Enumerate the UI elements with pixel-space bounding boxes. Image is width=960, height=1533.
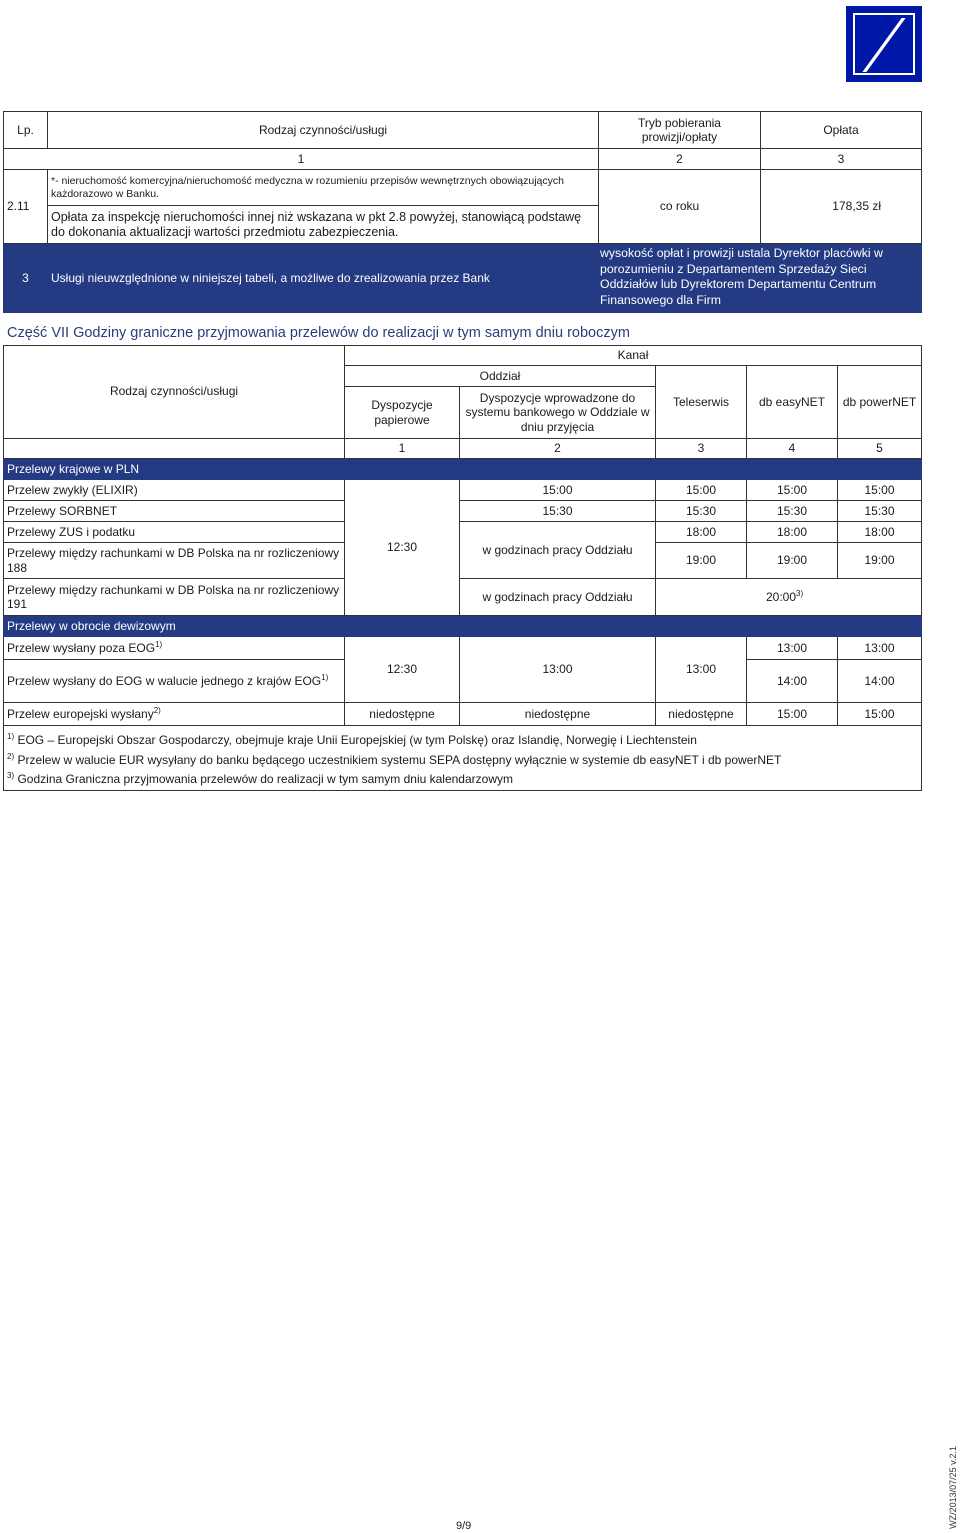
poza-text: Przelew wysłany poza EOG: [7, 641, 156, 656]
r191-branch: w godzinach pracy Oddziału: [460, 579, 656, 616]
poza-c5: 13:00: [838, 637, 922, 660]
r188-c4: 19:00: [747, 543, 838, 579]
eur-c4: 15:00: [747, 703, 838, 726]
tele-fx: 13:00: [656, 637, 747, 703]
footnotes: [4, 726, 922, 791]
r191-time: 20:00: [766, 590, 797, 605]
logo-frame: [853, 13, 915, 75]
elixir-c3: 15:00: [656, 480, 747, 501]
eog-sup: 1): [321, 673, 329, 683]
r188-c5: 19:00: [838, 543, 922, 579]
header-service: Rodzaj czynności/usługi: [4, 346, 345, 439]
sorbnet-c2: 15:30: [460, 501, 656, 522]
header-easynet: db easyNET: [747, 366, 838, 439]
col-number-1: 1: [4, 149, 599, 170]
num-empty: [4, 439, 345, 459]
zus-c4: 18:00: [747, 522, 838, 543]
header-paper: Dyspozycje papierowe: [345, 387, 460, 439]
poza-sup: 1): [155, 640, 163, 650]
eog-c5: 14:00: [838, 660, 922, 703]
branch-hours-pln: w godzinach pracy Oddziału: [460, 522, 656, 579]
section-title: Część VII Godziny graniczne przyjmowania przelewów do realizacji w tym samym dniu roboczym: [7, 325, 630, 341]
row-poza-label: [4, 637, 345, 660]
row-191-label: Przelewy między rachunkami w DB Polska na nr rozliczeniowy 191: [4, 579, 345, 616]
paper-fx: 12:30: [345, 637, 460, 703]
section-fx-fill: [345, 616, 922, 637]
r188-c3: 19:00: [656, 543, 747, 579]
row-3-fee: wysokość opłat i prowizji ustala Dyrektor placówki w porozumieniu z Departamentem Sprzedaży Sieci Oddziałów lub Dyrektorem Departamentu Centrum Finansowego dla Firm: [596, 246, 918, 310]
row-zus-label: Przelewy ZUS i podatku: [4, 522, 345, 543]
elixir-c2: 15:00: [460, 480, 656, 501]
footnote-3-mark: 3): [7, 771, 15, 780]
eur-sup: 2): [153, 706, 161, 716]
eur-text: Przelew europejski wysłany: [7, 707, 154, 722]
header-fee: Opłata: [761, 112, 922, 149]
zus-c5: 18:00: [838, 522, 922, 543]
num-3: 3: [656, 439, 747, 459]
section-pln-fill: [345, 459, 922, 480]
logo-slash: [862, 18, 905, 72]
section-pln: Przelewy krajowe w PLN: [4, 459, 345, 480]
property-note: *- nieruchomość komercyjna/nieruchomość medyczna w rozumieniu przepisów wewnętrznych obowiązujących każdorazowo w Banku.: [48, 170, 599, 206]
row-sorbnet-label: Przelewy SORBNET: [4, 501, 345, 522]
paper-pln: 12:30: [345, 480, 460, 616]
footnote-2-mark: 2): [7, 751, 15, 761]
eur-c5: 15:00: [838, 703, 922, 726]
footnote-3-text: Godzina Graniczna przyjmowania przelewów do realizacji w tym samym dniu kalendarzowym: [17, 772, 513, 786]
header-channel: Kanał: [345, 346, 922, 366]
footnote-1-text: EOG – Europejski Obszar Gospodarczy, obejmuje kraje Unii Europejskiej (w tym Polskę) oraz Islandię, Norwegię i Liechtenstein: [17, 733, 697, 747]
header-service: Rodzaj czynności/usługi: [48, 112, 599, 149]
num-1: 1: [345, 439, 460, 459]
header-branch: Oddział: [345, 366, 656, 387]
header-lp: Lp.: [4, 112, 48, 149]
r191-sup: 3): [796, 589, 804, 599]
header-teleserwis: Teleserwis: [656, 366, 747, 439]
section-fx: Przelewy w obrocie dewizowym: [4, 616, 345, 637]
poza-c4: 13:00: [747, 637, 838, 660]
row-188-label: Przelewy między rachunkami w DB Polska na nr rozliczeniowy 188: [4, 543, 345, 579]
zus-c3: 18:00: [656, 522, 747, 543]
row-eog-label: [4, 660, 345, 703]
cutoff-table: [3, 345, 922, 791]
col-number-3: 3: [761, 149, 922, 170]
document-code: WZ/2013/07/25 v.2.1: [948, 1446, 958, 1529]
eog-c4: 14:00: [747, 660, 838, 703]
header-system: Dyspozycje wprowadzone do systemu bankowego w Oddziale w dniu przyjęcia: [460, 387, 656, 439]
r191-value: [656, 579, 922, 616]
row-3-text: Usługi nieuwzględnione w niniejszej tabeli, a możliwe do zrealizowania przez Bank: [48, 244, 761, 313]
sorbnet-c5: 15:30: [838, 501, 922, 522]
row-elixir-label: Przelew zwykły (ELIXIR): [4, 480, 345, 501]
eog-text: Przelew wysłany do EOG w walucie jednego z krajów EOG: [7, 674, 322, 689]
eur-c1: niedostępne: [345, 703, 460, 726]
row-lp-3: 3: [4, 244, 48, 313]
num-2: 2: [460, 439, 656, 459]
eur-c3: niedostępne: [656, 703, 747, 726]
elixir-c5: 15:00: [838, 480, 922, 501]
row-lp-211: 2.11: [4, 170, 48, 244]
bank-logo: [846, 6, 922, 82]
row-eur-label: [4, 703, 345, 726]
footnote-3: [7, 768, 918, 788]
eur-c2: niedostępne: [460, 703, 656, 726]
row-211-mode: co roku: [599, 170, 761, 244]
elixir-c4: 15:00: [747, 480, 838, 501]
sorbnet-c3: 15:30: [656, 501, 747, 522]
footnote-2: [7, 749, 918, 769]
row-211-text: Opłata za inspekcję nieruchomości innej niż wskazana w pkt 2.8 powyżej, stanowiącą podstawę do dokonania aktualizacji wartości przedmiotu zabezpieczenia.: [48, 206, 599, 244]
sorbnet-c4: 15:30: [747, 501, 838, 522]
header-mode: Tryb pobierania prowizji/opłaty: [599, 112, 761, 149]
footnote-2-text: Przelew w walucie EUR wysyłany do banku będącego uczestnikiem systemu SEPA dostępny wyłącznie w systemie db easyNET i db powerNET: [17, 752, 782, 767]
branch-fx: 13:00: [460, 637, 656, 703]
footnote-1-mark: 1): [7, 732, 15, 741]
col-number-2: 2: [599, 149, 761, 170]
footnote-1: [7, 729, 918, 749]
num-4: 4: [747, 439, 838, 459]
header-powernet: db powerNET: [838, 366, 922, 439]
row-211-fee: 178,35 zł: [761, 170, 922, 244]
page-number: 9/9: [456, 1520, 472, 1532]
num-5: 5: [838, 439, 922, 459]
